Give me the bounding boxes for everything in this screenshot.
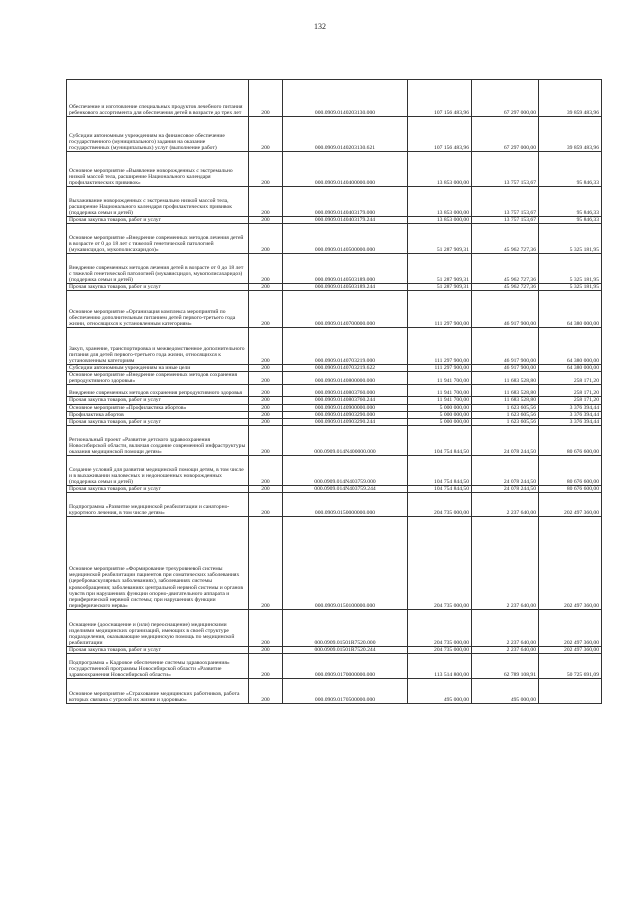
cell-amount-1: 204 735 000,00 [408, 492, 472, 516]
cell-amount-3: 39 859 483,96 [539, 80, 602, 117]
cell-amount-2: 24 078 244,50 [472, 455, 539, 485]
cell-amount-1: 204 735 000,00 [408, 646, 472, 653]
budget-table [66, 79, 602, 704]
cell-csr: 000.0909.0140500000.000 [283, 224, 408, 254]
cell-amount-1: 204 735 000,00 [408, 516, 472, 609]
cell-amount-2: 46 917 900,00 [472, 365, 539, 372]
cell-code: 200 [249, 80, 283, 117]
cell-amount-1: 51 287 909,31 [408, 224, 472, 254]
cell-name: Субсидии автономным учреждениям на финансовое обеспечение государственного (муниципального) задания на оказание государственных (муниципальных) услуг (выполнение работ) [67, 117, 249, 152]
cell-amount-2: 45 962 727,36 [472, 284, 539, 291]
table-row [67, 404, 602, 411]
cell-name: Основное мероприятие «Внедрение современных методов сохранения репродуктивного здоровья» [67, 372, 249, 385]
cell-name: Основное мероприятие «Выявление новорожденных с экстремально низкой массой тела, расширение Национального календаря профилактических прививок» [67, 152, 249, 187]
cell-name: Основное мероприятие «Формирование трехуровневой системы медицинской реабилитации пациентов при соматических заболеваниях (цереброваскулярных заболеваниях), заболеваниях системы кровообращения; заболеваниях центральной нервной системы и органов чувств при нарушениях функции опорно-двигательного аппарата и периферической нервной системы; при нарушениях функции периферического нерва» [67, 516, 249, 609]
cell-amount-1: 113 514 800,00 [408, 654, 472, 679]
cell-amount-3: 80 676 600,00 [539, 485, 602, 492]
table-row [67, 609, 602, 646]
cell-amount-2: 46 917 900,00 [472, 291, 539, 328]
cell-amount-1: 104 754 844,50 [408, 485, 472, 492]
cell-name: Прочая закупка товаров, работ и услуг [67, 485, 249, 492]
table-row [67, 284, 602, 291]
table-row [67, 654, 602, 679]
cell-csr: 000.0909.0140503189.244 [283, 284, 408, 291]
cell-amount-2: 46 917 900,00 [472, 328, 539, 365]
cell-amount-3: 39 859 483,96 [539, 117, 602, 152]
cell-name: Внедрение современных методов сохранения репродуктивного здоровья [67, 385, 249, 397]
cell-name: Подпрограмма «Развитие медицинской реабилитации и санаторно-курортного лечения, в том числе детям» [67, 492, 249, 516]
cell-name: Прочая закупка товаров, работ и услуг [67, 646, 249, 653]
cell-code: 200 [249, 224, 283, 254]
cell-amount-2: 2 237 640,00 [472, 609, 539, 646]
cell-code: 200 [249, 217, 283, 224]
cell-amount-2: 2 237 640,00 [472, 516, 539, 609]
cell-csr: 000.0909.0140403179.244 [283, 217, 408, 224]
cell-csr: 000.0909.0140203130.000 [283, 80, 408, 117]
cell-csr: 000.0909.0140203130.621 [283, 117, 408, 152]
cell-code: 200 [249, 609, 283, 646]
cell-amount-3: 3 376 394,44 [539, 404, 602, 411]
cell-code: 200 [249, 385, 283, 397]
cell-name: Основное мероприятие «Страхование медицинских работников, работа которых связана с угрозой их жизни и здоровью» [67, 679, 249, 704]
cell-name: Внедрение современных методов лечения детей в возрасте от 0 до 18 лет с тяжелой генетической патологией (мукависцидоз, мукополисахаридоз) (поддержка семьи и детей) [67, 254, 249, 284]
cell-csr: 000.0909.014N400000.000 [283, 425, 408, 455]
cell-name: Региональный проект «Развитие детского здравоохранения Новосибирской области, включая создание современной инфраструктуры оказания медицинской помощи детям» [67, 425, 249, 455]
cell-csr: 000.0909.0170000000.000 [283, 654, 408, 679]
cell-code: 200 [249, 679, 283, 704]
cell-amount-2: 67 297 000,00 [472, 80, 539, 117]
cell-csr: 000.0909.01501R7520.000 [283, 609, 408, 646]
cell-amount-2: 45 962 727,36 [472, 254, 539, 284]
budget-table-body [67, 80, 602, 704]
cell-amount-3: 64 380 000,00 [539, 291, 602, 328]
cell-amount-2: 1 623 605,56 [472, 418, 539, 425]
cell-name: Выхаживание новорожденных с экстремально низкой массой тела, расширение Национального календаря профилактических прививок (поддержка семьи и детей) [67, 187, 249, 217]
cell-csr: 000.0909.0150000000.000 [283, 492, 408, 516]
cell-amount-1: 51 287 909,31 [408, 254, 472, 284]
cell-csr: 000.0909.014N403759.000 [283, 455, 408, 485]
cell-csr: 000.0909.0140800000.000 [283, 372, 408, 385]
cell-amount-1: 5 000 000,00 [408, 418, 472, 425]
cell-name: Основное мероприятие «Внедрение современных методов лечения детей в возрасте от 0 до 18 лет с тяжелой генетической патологией (мукависцидоз, мукополисахаридоз)» [67, 224, 249, 254]
table-row [67, 254, 602, 284]
cell-amount-2: 24 078 244,50 [472, 485, 539, 492]
cell-amount-2: 67 297 000,00 [472, 117, 539, 152]
cell-amount-3 [539, 679, 602, 704]
table-row [67, 679, 602, 704]
cell-amount-2: 11 683 528,80 [472, 372, 539, 385]
cell-csr: 000.0909.0140700000.000 [283, 291, 408, 328]
cell-name: Прочая закупка товаров, работ и услуг [67, 217, 249, 224]
cell-amount-3: 80 676 600,00 [539, 455, 602, 485]
table-row [67, 217, 602, 224]
table-row [67, 187, 602, 217]
cell-code: 200 [249, 328, 283, 365]
cell-csr: 000.0909.0140703219.000 [283, 328, 408, 365]
cell-amount-3: 95 846,33 [539, 187, 602, 217]
page-number: 132 [314, 22, 326, 31]
cell-amount-1: 11 941 700,00 [408, 372, 472, 385]
cell-amount-1: 11 941 700,00 [408, 397, 472, 404]
cell-amount-2: 13 757 153,67 [472, 152, 539, 187]
cell-amount-3: 5 325 181,95 [539, 254, 602, 284]
cell-name: Профилактика абортов [67, 411, 249, 418]
cell-name: Основное мероприятие «Профилактика абортов» [67, 404, 249, 411]
cell-amount-1: 51 287 909,31 [408, 284, 472, 291]
cell-amount-3: 64 380 000,00 [539, 328, 602, 365]
cell-amount-3: 258 171,20 [539, 385, 602, 397]
cell-amount-2: 62 789 108,91 [472, 654, 539, 679]
cell-code: 200 [249, 455, 283, 485]
cell-csr: 000.0909.0140900000.000 [283, 404, 408, 411]
cell-amount-1: 13 853 000,00 [408, 217, 472, 224]
table-row [67, 385, 602, 397]
cell-amount-3: 3 376 394,44 [539, 418, 602, 425]
table-row [67, 516, 602, 609]
table-row [67, 291, 602, 328]
cell-csr: 000.0909.01501R7520.244 [283, 646, 408, 653]
cell-code: 200 [249, 117, 283, 152]
cell-amount-1: 5 000 000,00 [408, 411, 472, 418]
cell-amount-3: 64 380 000,00 [539, 365, 602, 372]
cell-amount-2: 495 000,00 [472, 679, 539, 704]
cell-amount-2: 24 078 244,50 [472, 425, 539, 455]
cell-csr: 000.0909.0140503189.000 [283, 254, 408, 284]
cell-amount-3: 95 846,33 [539, 152, 602, 187]
cell-csr: 000.0909.0140400000.000 [283, 152, 408, 187]
cell-amount-1: 11 941 700,00 [408, 385, 472, 397]
cell-code: 200 [249, 492, 283, 516]
cell-amount-2: 11 683 528,80 [472, 397, 539, 404]
cell-name: Обеспечение и изготовление специальных продуктов лечебного питания ребенкового ассортимента для обеспечения детей в возрасте до трех лет [67, 80, 249, 117]
cell-code: 200 [249, 254, 283, 284]
cell-csr: 000.0909.014N403759.244 [283, 485, 408, 492]
cell-amount-3: 258 171,20 [539, 372, 602, 385]
table-row [67, 485, 602, 492]
cell-amount-1: 495 000,00 [408, 679, 472, 704]
cell-csr: 000.0909.0140803760.000 [283, 385, 408, 397]
cell-amount-3: 95 846,33 [539, 217, 602, 224]
table-row [67, 328, 602, 365]
cell-code: 200 [249, 411, 283, 418]
cell-code: 200 [249, 654, 283, 679]
cell-name: Прочая закупка товаров, работ и услуг [67, 418, 249, 425]
cell-amount-3: 80 676 600,00 [539, 425, 602, 455]
cell-csr: 000.0909.0140903290.244 [283, 418, 408, 425]
table-row [67, 397, 602, 404]
cell-amount-1: 204 735 000,00 [408, 609, 472, 646]
cell-code: 200 [249, 646, 283, 653]
table-row [67, 117, 602, 152]
cell-csr: 000.0909.0140903290.000 [283, 411, 408, 418]
table-row [67, 80, 602, 117]
cell-amount-2: 2 237 640,00 [472, 492, 539, 516]
cell-code: 200 [249, 516, 283, 609]
cell-code: 200 [249, 397, 283, 404]
cell-name: Прочая закупка товаров, работ и услуг [67, 397, 249, 404]
cell-code: 200 [249, 372, 283, 385]
table-row [67, 492, 602, 516]
table-row [67, 425, 602, 455]
cell-csr: 000.0909.0170500000.000 [283, 679, 408, 704]
cell-amount-1: 104 754 844,50 [408, 455, 472, 485]
table-row [67, 365, 602, 372]
cell-amount-2: 13 757 153,67 [472, 217, 539, 224]
cell-amount-1: 107 156 483,96 [408, 117, 472, 152]
cell-csr: 000.0909.0140703219.622 [283, 365, 408, 372]
cell-amount-3: 258 171,20 [539, 397, 602, 404]
cell-amount-2: 45 962 727,36 [472, 224, 539, 254]
table-row [67, 372, 602, 385]
table-row [67, 455, 602, 485]
cell-amount-1: 5 000 000,00 [408, 404, 472, 411]
cell-name: Подпрограмма « Кадровое обеспечение системы здравоохранения» государственной программы Новосибирской области «Развитие здравоохранения Новосибирской области» [67, 654, 249, 679]
cell-amount-3: 202 497 360,00 [539, 516, 602, 609]
cell-csr: 000.0909.0140403179.000 [283, 187, 408, 217]
table-row [67, 152, 602, 187]
cell-code: 200 [249, 152, 283, 187]
cell-amount-1: 111 297 900,00 [408, 291, 472, 328]
cell-amount-2: 13 757 153,67 [472, 187, 539, 217]
cell-code: 200 [249, 404, 283, 411]
cell-code: 200 [249, 365, 283, 372]
cell-amount-3: 202 497 360,00 [539, 492, 602, 516]
cell-name: Закуп, хранение, транспортировка и межведомственное дополнительного питания для детей первого-третьего года жизни, относящихся к установленным категориям [67, 328, 249, 365]
cell-amount-2: 11 683 528,80 [472, 385, 539, 397]
cell-name: Субсидии автономным учреждениям на иные цели [67, 365, 249, 372]
table-row [67, 411, 602, 418]
cell-amount-2: 1 623 605,56 [472, 404, 539, 411]
cell-name: Основное мероприятие «Организация комплекса мероприятий по обеспечению дополнительным питанием детей первого-третьего года жизни, относящихся к установленным категориям» [67, 291, 249, 328]
cell-amount-3: 50 725 691,09 [539, 654, 602, 679]
cell-amount-3: 202 497 360,00 [539, 646, 602, 653]
cell-amount-3: 5 325 181,95 [539, 224, 602, 254]
cell-name: Создание условий для развития медицинской помощи детям, в том числе и в выхаживании маловесных и недоношенных новорожденных (поддержка семьи и детей) [67, 455, 249, 485]
cell-csr: 000.0909.0150100000.000 [283, 516, 408, 609]
cell-code: 200 [249, 284, 283, 291]
cell-amount-1: 107 156 483,96 [408, 80, 472, 117]
table-row [67, 646, 602, 653]
cell-code: 200 [249, 425, 283, 455]
cell-csr: 000.0909.0140803760.244 [283, 397, 408, 404]
cell-name: Оснащение (дооснащение и (или) переоснащение) медицинскими изделиями медицинских организаций, имеющих в своей структуре подразделения, оказывающие медицинскую помощь по медицинской реабилитации [67, 609, 249, 646]
cell-code: 200 [249, 485, 283, 492]
cell-amount-1: 13 853 000,00 [408, 187, 472, 217]
cell-amount-1: 111 297 900,00 [408, 365, 472, 372]
cell-amount-2: 1 623 605,56 [472, 411, 539, 418]
cell-code: 200 [249, 291, 283, 328]
table-row [67, 418, 602, 425]
cell-amount-1: 13 853 000,00 [408, 152, 472, 187]
cell-amount-1: 111 297 900,00 [408, 328, 472, 365]
cell-amount-2: 2 237 640,00 [472, 646, 539, 653]
cell-amount-3: 3 376 394,44 [539, 411, 602, 418]
cell-amount-3: 202 497 360,00 [539, 609, 602, 646]
cell-amount-3: 5 325 181,95 [539, 284, 602, 291]
table-row [67, 224, 602, 254]
cell-name: Прочая закупка товаров, работ и услуг [67, 284, 249, 291]
cell-code: 200 [249, 418, 283, 425]
cell-code: 200 [249, 187, 283, 217]
cell-amount-1: 104 754 844,50 [408, 425, 472, 455]
